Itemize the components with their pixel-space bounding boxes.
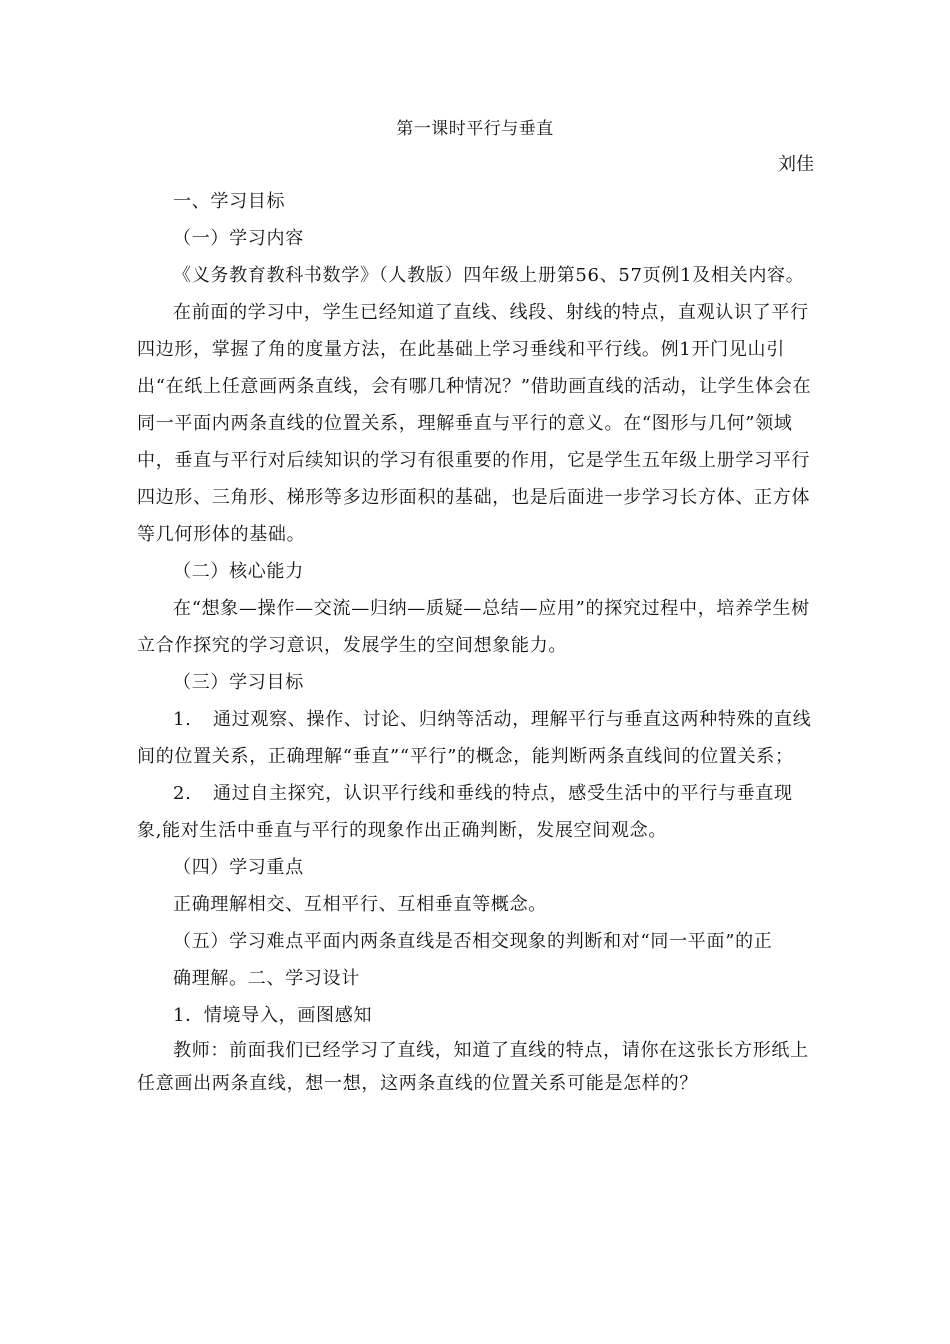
subheading-learning-content: （一）学习内容 — [173, 228, 304, 249]
subheading-key-point: （四）学习重点 — [173, 857, 304, 878]
objective-2-number: 2. — [173, 783, 192, 804]
step-1-heading: 1．情境导入，画图感知 — [173, 1005, 373, 1026]
author-name: 刘佳 — [778, 154, 814, 175]
objective-1-text: 通过观察、操作、讨论、归纳等活动，理解平行与垂直这两种特殊的直线间的位置关系，正确理解“垂直”“平行”的概念，能判断两条直线间的位置关系； — [137, 709, 812, 767]
key-point-paragraph: 正确理解相交、互相平行、互相垂直等概念。 — [173, 894, 547, 915]
core-ability-paragraph: 在“想象—操作—交流—归纳—质疑—总结—应用”的探究过程中，培养学生树立合作探究的学习意识，发展学生的空间想象能力。 — [137, 598, 810, 656]
textbook-reference: 《义务教育教科书数学》（人教版）四年级上册第56、57页例1及相关内容。 — [173, 265, 805, 286]
subheading-learning-objectives: （三）学习目标 — [173, 672, 304, 693]
objective-2-text: 通过自主探究，认识平行线和垂线的特点，感受生活中的平行与垂直现象,能对生活中垂直与平行的现象作出正确判断，发展空间观念。 — [137, 783, 793, 841]
objective-item-2 — [137, 775, 814, 849]
document-title: 第一课时平行与垂直 — [396, 119, 554, 139]
teacher-prompt-paragraph: 教师：前面我们已经学习了直线，知道了直线的特点，请你在这张长方形纸上任意画出两条直线，想一想，这两条直线的位置关系可能是怎样的？ — [137, 1040, 809, 1094]
analysis-paragraph: 在前面的学习中，学生已经知道了直线、线段、射线的特点，直观认识了平行四边形，掌握了角的度量方法，在此基础上学习垂线和平行线。例1开门见山引出“在纸上任意画两条直线，会有哪几种情况？”借助画直线的活动，让学生体会在同一平面内两条直线的位置关系，理解垂直与平行的意义。在“图形与几何”领域中，垂直与平行对后续知识的学习有很重要的作用，它是学生五年级上册学习平行四边形、三角形、梯形等多边形面积的基础，也是后面进一步学习长方体、正方体等几何形体的基础。 — [137, 302, 812, 545]
section-heading-learning-goals: 一、学习目标 — [173, 191, 286, 212]
objective-1-number: 1. — [173, 709, 192, 730]
difficulty-line-2: 确理解。二、学习设计 — [173, 968, 360, 989]
subheading-core-ability: （二）核心能力 — [173, 561, 304, 582]
objective-item-1 — [137, 701, 814, 775]
difficulty-line-1: （五）学习难点平面内两条直线是否相交现象的判断和对“同一平面”的正 — [173, 931, 773, 952]
document-body — [137, 183, 814, 1100]
